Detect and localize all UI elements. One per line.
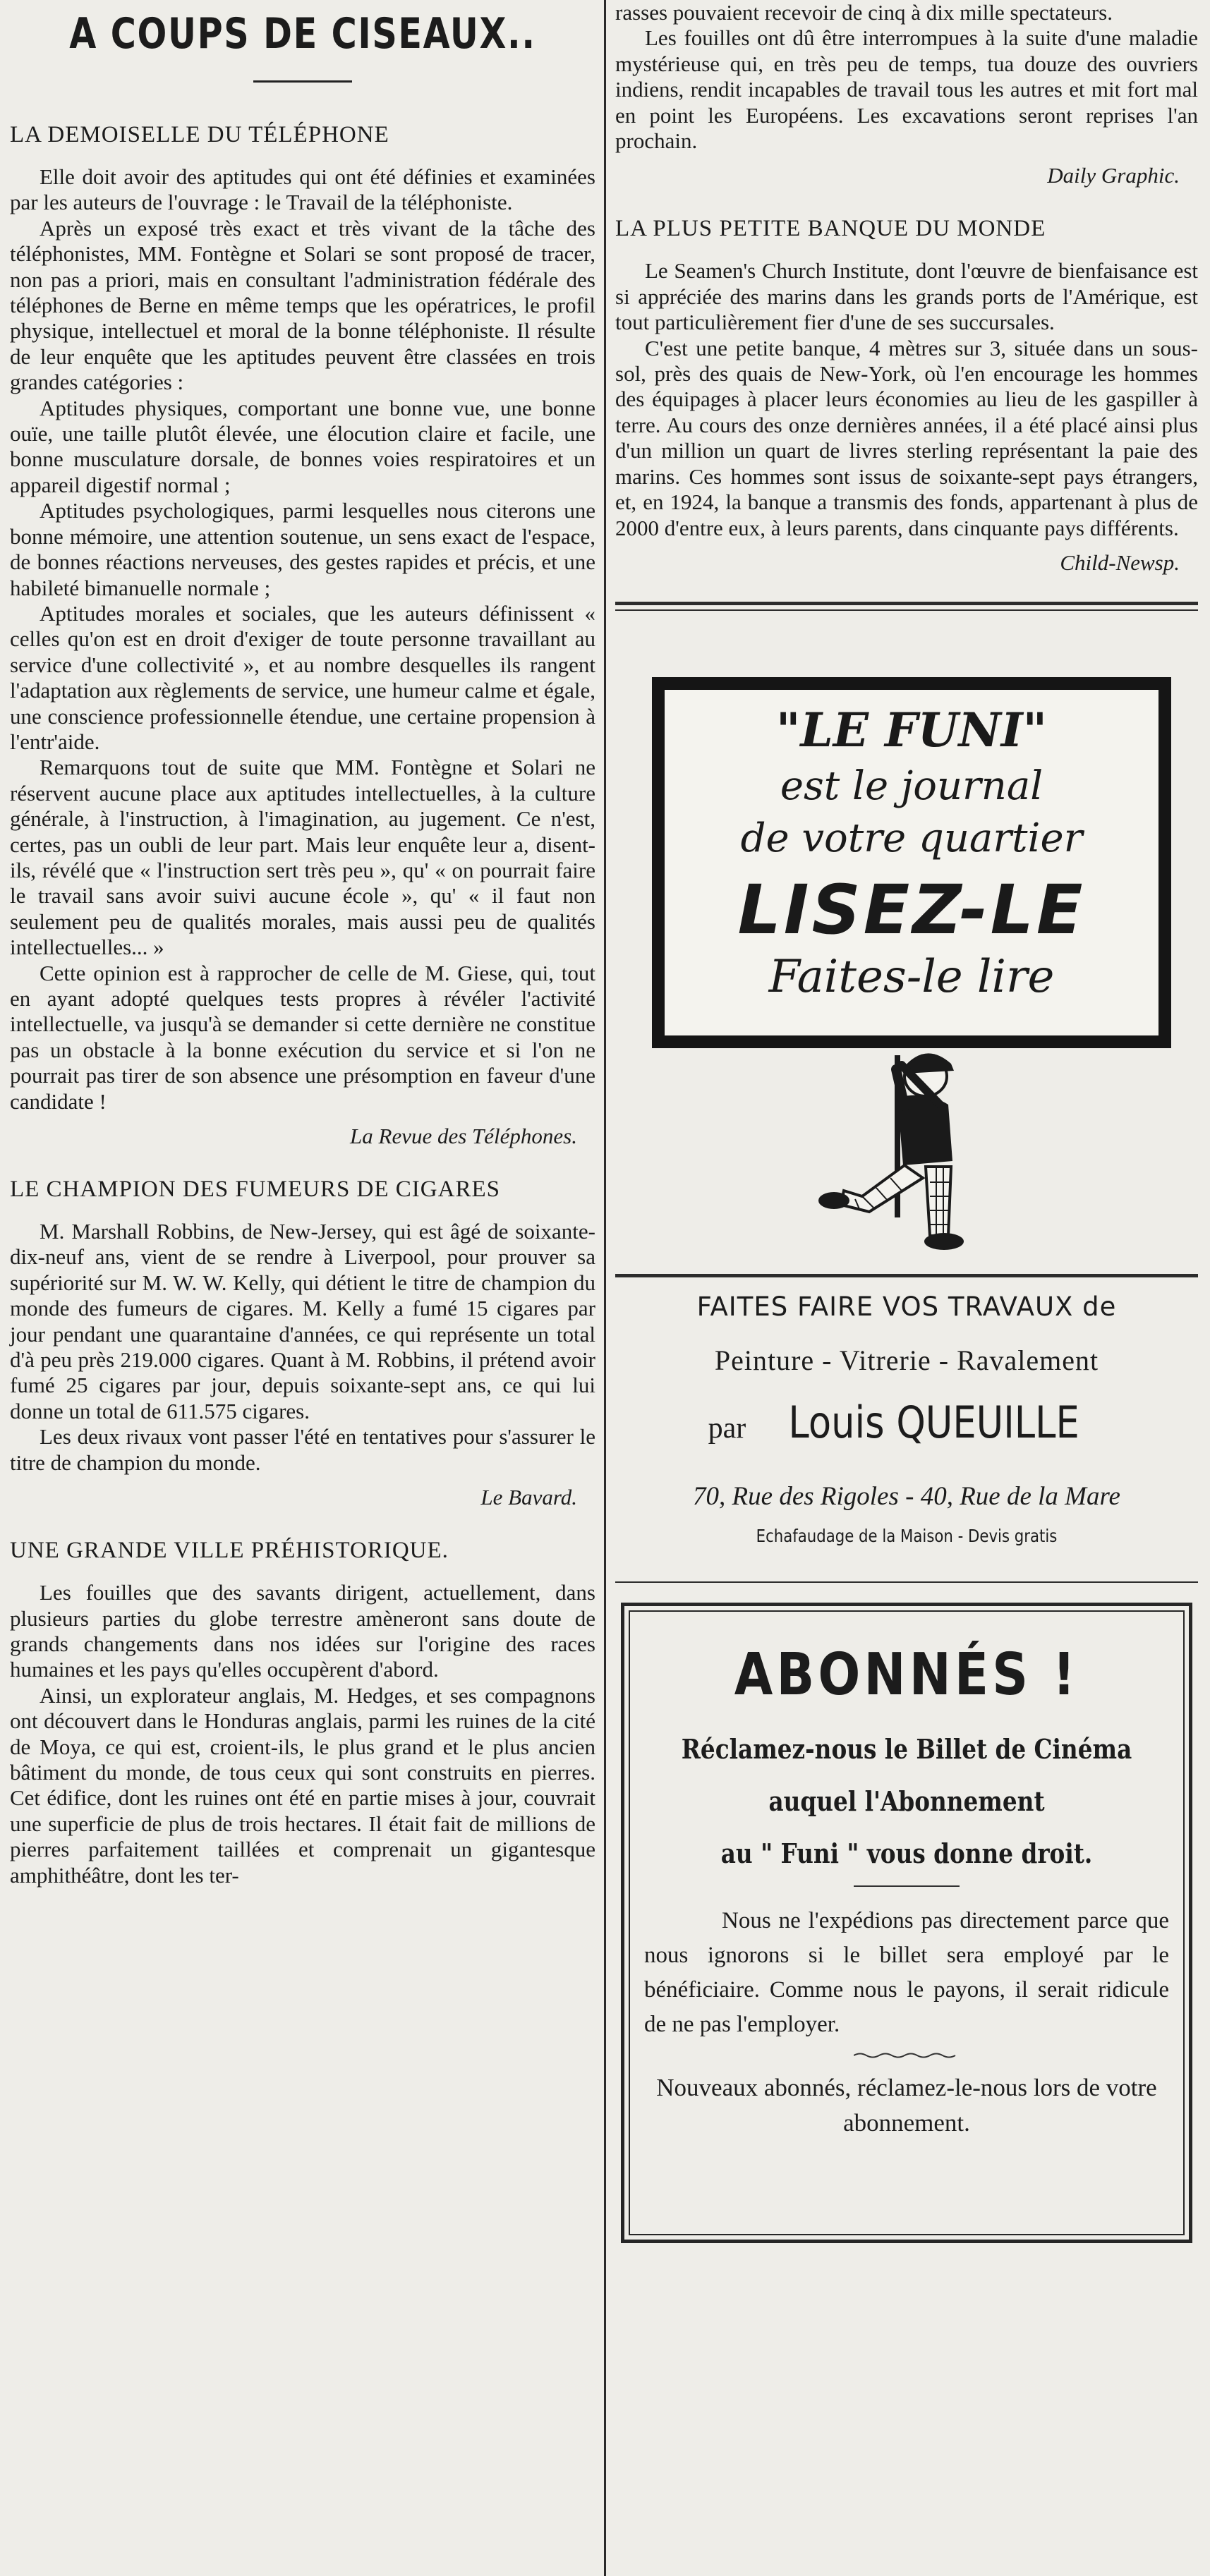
article-paragraph: M. Marshall Robbins, de New-Jersey, qui est âgé de soixante-dix-neuf ans, vient de se rendre à Liverpool, pour prouver sa supériorité sur M. W. W. Kelly, qui détient le titre de champion du monde des fumeurs de cigares. M. Kelly a fumé 15 cigares par jour pendant une quarantaine d'années, ce qui représente un total d'à peu près 219.000 cigares. Quant à M. Robbins, il prétend avoir fumé 25 cigares par jour, depuis soixante-sept ans, ce qui lui donne un total de 611.575 cigares. xyxy=(10,1219,595,1423)
ad-address: 70, Rue des Rigoles - 40, Rue de la Mare xyxy=(693,1481,1120,1511)
advertisement-sign xyxy=(652,677,1171,1048)
subscription-line: Réclamez-nous le Billet de Cinéma xyxy=(681,1732,1132,1765)
ad-line: FAITES FAIRE VOS TRAVAUX de xyxy=(696,1291,1117,1322)
article-paragraph: Les deux rivaux vont passer l'été en tentatives pour s'assurer le titre de champion du monde. xyxy=(10,1424,595,1475)
article-paragraph: Ainsi, un explorateur anglais, M. Hedges, et ses compagnons ont découvert dans le Honduras anglais, parmi les ruines de la cité de Moya, ce qui est, croient-ils, le plus grand et le plus ancien bâtiment du monde, de tous ceux qui sont construits en pierres. Cet édifice, dont les ruines ont été en partie mises à jour, couvrait une superficie de plus de trois hectares. Il était fait de millions de pierres parfaitement taillées et comprenait un gigantesque amphithéâtre, dont les ter- xyxy=(10,1682,595,1888)
ad-by: par xyxy=(708,1411,746,1445)
article-cigars xyxy=(10,1175,595,1511)
right-column xyxy=(615,0,1198,2243)
article-paragraph: Les fouilles ont dû être interrompues à la suite d'une maladie mystérieuse qui, en très peu de temps, tua douze des ouvriers indiens, rendit incapables de travail tous les autres et mit fort mal en point les Européens. Les excavations seront reprises l'an prochain. xyxy=(615,25,1198,154)
subscription-title: ABONNÉS ! xyxy=(734,1641,1079,1708)
title-rule xyxy=(253,80,352,83)
column-rule xyxy=(604,0,606,2576)
page-title: A COUPS DE CISEAUX.. xyxy=(69,9,536,59)
ad-note: Echafaudage de la Maison - Devis gratis xyxy=(756,1525,1058,1546)
article-headline: LA DEMOISELLE DU TÉLÉPHONE xyxy=(10,122,389,147)
article-paragraph: Cette opinion est à rapprocher de celle de M. Giese, qui, tout en ayant adopté quelques tests propres à révéler l'activité intellectuelle, va jusqu'à se demander si cette dernière ne constitue pas un obstacle à la bonne exécution du service et si l'on ne pourrait pas tirer de son absence une présomption en faveur d'une candidate ! xyxy=(10,960,595,1114)
article-headline: UNE GRANDE VILLE PRÉHISTORIQUE. xyxy=(10,1538,449,1564)
ad-services: Peinture - Vitrerie - Ravalement xyxy=(714,1344,1099,1376)
article-paragraph: Les fouilles que des savants dirigent, actuellement, dans plusieurs parties du globe terrestre amèneront sans doute de grands changements dans nos idées sur l'origine des races humaines et les pays qu'elles occupèrent d'abord. xyxy=(10,1580,595,1682)
sign-line-1: "LE FUNI" xyxy=(775,702,1048,758)
section-rule xyxy=(615,1274,1198,1277)
subscription-notice-box xyxy=(621,1603,1192,2243)
article-prehistoric-city xyxy=(10,1536,595,1888)
subscription-line: au " Funi " vous donne droit. xyxy=(720,1837,1093,1869)
section-rule xyxy=(615,609,1198,611)
subscription-text: Nouveaux abonnés, réclamez-le-nous lors de votre abonnement. xyxy=(656,2073,1157,2137)
article-source: Le Bavard. xyxy=(480,1485,577,1510)
article-continuation xyxy=(615,0,1198,189)
left-column xyxy=(10,0,595,1888)
article-source: Child-Newsp. xyxy=(1060,549,1180,575)
article-paragraph: Remarquons tout de suite que MM. Fontègne et Solari ne réservent aucune place aux aptitudes intellectuelles, à la culture générale, à l'instruction, à l'imagination, au jugement. Ce n'est, certes, pas un oubli de leur part. Mais leur enquête leur a, disent-ils, révélé que « l'instruction sert très peu », qu' « on pourrait faire le travail sans avoir suivi aucune école », qu' « il faut non seulement peu de qualités morales, mais aussi peu de qualités intellectuelles... » xyxy=(10,755,595,960)
article-paragraph: Elle doit avoir des aptitudes qui ont été définies et examinées par les auteurs de l'ouvrage : le Travail de la téléphoniste. xyxy=(10,164,595,215)
article-paragraph: C'est une petite banque, 4 mètres sur 3, située dans un sous-sol, près des quais de New-York, où l'en encourage les hommes des équipages à placer leurs économies au lieu de les gaspiller à terre. Au cours des onze dernières années, il a été placé ainsi plus d'un million un quart de livres sterling représentant la paie des marins. Ces hommes sont issus de soixante-sept pays étrangers, et, en 1924, la banque a transmis des fonds, appartenant à plus de 2000 d'entre eux, à leurs parents, dans cinquante pays différents. xyxy=(615,335,1198,540)
section-rule xyxy=(615,1581,1198,1583)
article-headline: LE CHAMPION DES FUMEURS DE CIGARES xyxy=(10,1177,500,1203)
article-paragraph: Le Seamen's Church Institute, dont l'œuvre de bienfaisance est si appréciée des marins dans les grands ports de l'Amérique, est tout particulièrement fier d'une de ses succursales. xyxy=(615,258,1198,335)
article-smallest-bank xyxy=(615,214,1198,576)
sign-line-3: de votre quartier xyxy=(740,815,1083,861)
wave-divider xyxy=(854,2052,960,2059)
sign-line-2: est le journal xyxy=(780,763,1043,809)
article-paragraph: Aptitudes morales et sociales, que les auteurs définissent « celles qu'on est en droit d'exiger de toute personne travaillant au service d'une collectivité », et au nombre desquelles ils rangent l'adaptation aux règlements de service, une humeur calme et égale, une conscience professionnelle étendue, une certaine propension à l'entr'aide. xyxy=(10,600,595,754)
article-paragraph: rasses pouvaient recevoir de cinq à dix mille spectateurs. xyxy=(615,0,1113,25)
article-telephone xyxy=(10,121,595,1150)
walking-man-illustration xyxy=(792,1027,1003,1253)
painting-business-advertisement xyxy=(615,1289,1198,1550)
article-paragraph: Aptitudes physiques, comportant une bonne vue, une bonne ouïe, une taille plutôt élevée, une élocution claire et facile, une bonne musculature dorsale, de bonnes voies respiratoires et un appareil digestif normal ; xyxy=(10,395,595,497)
article-source: La Revue des Téléphones. xyxy=(350,1124,577,1149)
ad-business-name: Louis QUEUILLE xyxy=(788,1396,1080,1448)
article-paragraph: Aptitudes psychologiques, parmi lesquelles nous citerons une bonne mémoire, une attention soutenue, un sens exact de l'espace, de bonnes réactions nerveuses, des gestes rapides et précis, et une habileté bimanuelle normale ; xyxy=(10,498,595,600)
short-rule xyxy=(854,1885,960,1887)
sign-line-5: Faites-le lire xyxy=(768,950,1055,1003)
article-source: Daily Graphic. xyxy=(1047,163,1180,188)
article-headline: LA PLUS PETITE BANQUE DU MONDE xyxy=(615,216,1046,242)
subscription-line: auquel l'Abonnement xyxy=(768,1785,1045,1817)
section-rule xyxy=(615,602,1198,605)
article-paragraph: Après un exposé très exact et très vivant de la tâche des téléphonistes, MM. Fontègne et Solari se sont proposé de tracer, non pas a priori, mais en consultant l'administration fédérale des téléphones de Berne en même temps que les opératrices, le profil physique, intellectuel et moral de la bonne téléphoniste. Il résulte de leur enquête que les aptitudes peuvent être classées en trois grandes catégories : xyxy=(10,215,595,395)
poster-advertisement xyxy=(615,632,1198,1274)
subscription-text: Nous ne l'expédions pas directement parce que nous ignorons si le billet sera employé par le bénéficiaire. Comme nous le payons, il serait ridicule de ne pas l'employer. xyxy=(644,1907,1169,2037)
sign-line-4: LISEZ-LE xyxy=(737,870,1086,949)
